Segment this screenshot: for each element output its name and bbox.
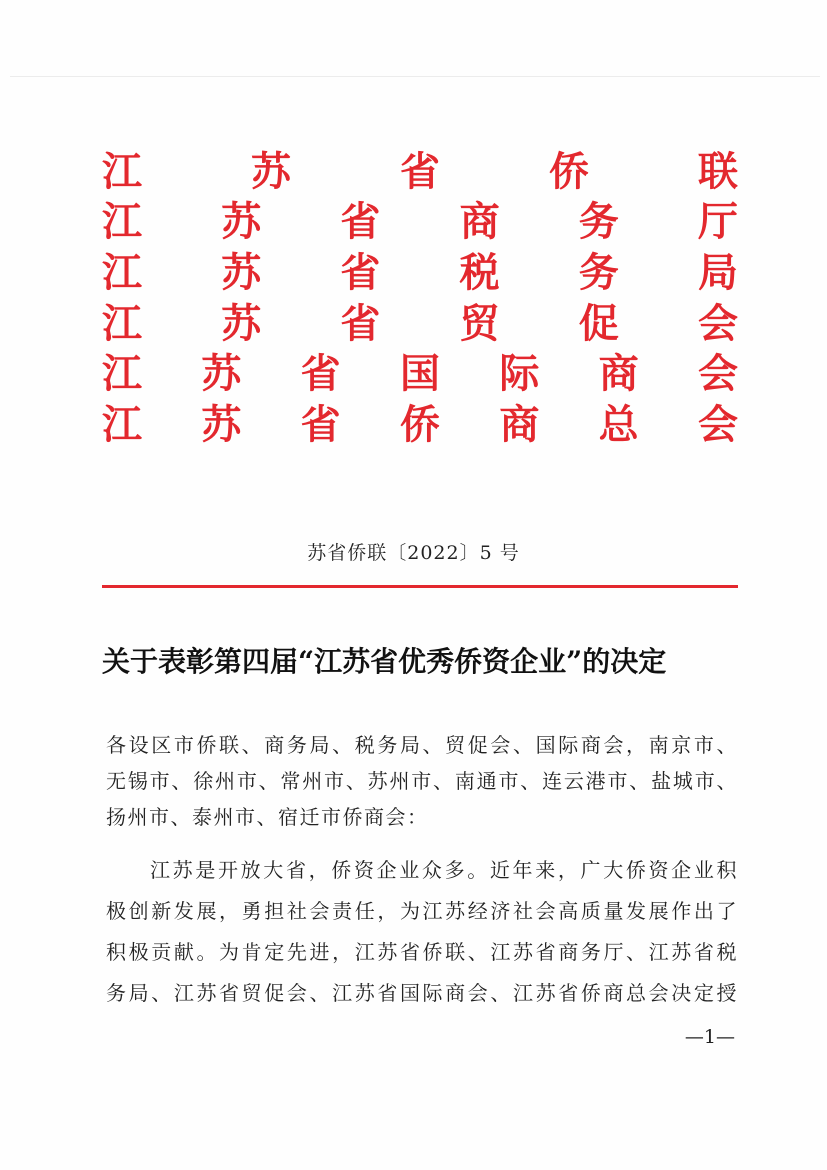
paragraph-line-4: 务局、江苏省贸促会、江苏省国际商会、江苏省侨商总会决定授	[106, 981, 738, 1005]
issuer-char: 局	[697, 249, 738, 296]
issuer-char: 江	[102, 249, 142, 296]
paragraph-line-3: 积极贡献。为肯定先进，江苏省侨联、江苏省商务厅、江苏省税	[106, 940, 738, 964]
issuer-char: 商	[499, 401, 540, 448]
document-title: 关于表彰第四届“江苏省优秀侨资企业”的决定	[102, 645, 667, 678]
paragraph-line-2: 极创新发展，勇担社会责任，为江苏经济社会高质量发展作出了	[106, 899, 738, 923]
issuer-char: 江	[102, 401, 142, 448]
address-line-2: 无锡市、徐州市、常州市、苏州市、南通市、连云港市、盐城市、	[106, 769, 738, 793]
issuer-char: 侨	[549, 148, 589, 195]
document-number: 苏省侨联〔2022〕5 号	[307, 542, 520, 564]
issuer-char: 际	[499, 350, 540, 397]
address-line-1: 各设区市侨联、商务局、税务局、贸促会、国际商会，南京市、	[106, 733, 738, 757]
address-line-3: 扬州市、泰州市、宿迁市侨商会：	[106, 805, 429, 829]
issuer-char: 总	[598, 401, 639, 448]
issuer-line-1	[102, 147, 738, 197]
issuer-char: 会	[697, 401, 738, 448]
issuer-char: 苏	[251, 148, 291, 195]
issuer-char: 江	[102, 198, 142, 245]
issuer-char: 税	[459, 249, 500, 296]
issuer-char: 务	[578, 198, 619, 245]
issuer-line-4	[102, 299, 738, 349]
issuer-char: 江	[102, 300, 142, 347]
issuer-line-6	[102, 400, 738, 450]
issuer-char: 会	[697, 300, 738, 347]
issuer-char: 苏	[221, 300, 262, 347]
issuer-char: 商	[459, 198, 500, 245]
issuer-char: 省	[340, 198, 381, 245]
issuer-char: 省	[340, 249, 381, 296]
issuer-char: 侨	[399, 401, 440, 448]
paragraph-line-1: 江苏是开放大省，侨资企业众多。近年来，广大侨资企业积	[150, 858, 738, 882]
issuer-char: 国	[399, 350, 440, 397]
issuer-char: 促	[578, 300, 619, 347]
issuer-char: 会	[697, 350, 738, 397]
issuer-char: 省	[400, 148, 440, 195]
issuer-char: 贸	[459, 300, 500, 347]
issuer-char: 江	[102, 148, 142, 195]
issuer-line-3	[102, 248, 738, 298]
issuer-char: 省	[300, 401, 341, 448]
scan-edge-line	[10, 76, 820, 77]
issuer-line-2	[102, 197, 738, 247]
issuer-char: 联	[698, 148, 738, 195]
issuer-char: 苏	[221, 198, 262, 245]
issuer-char: 苏	[221, 249, 262, 296]
issuer-char: 苏	[201, 401, 242, 448]
red-divider	[102, 585, 738, 588]
issuer-char: 省	[340, 300, 381, 347]
issuer-line-5	[102, 349, 738, 399]
issuer-char: 厅	[697, 198, 738, 245]
issuer-char: 苏	[201, 350, 242, 397]
issuer-char: 省	[300, 350, 341, 397]
issuer-char: 江	[102, 350, 142, 397]
issuer-char: 商	[598, 350, 639, 397]
page-number: —1—	[684, 1026, 735, 1048]
issuer-char: 务	[578, 249, 619, 296]
